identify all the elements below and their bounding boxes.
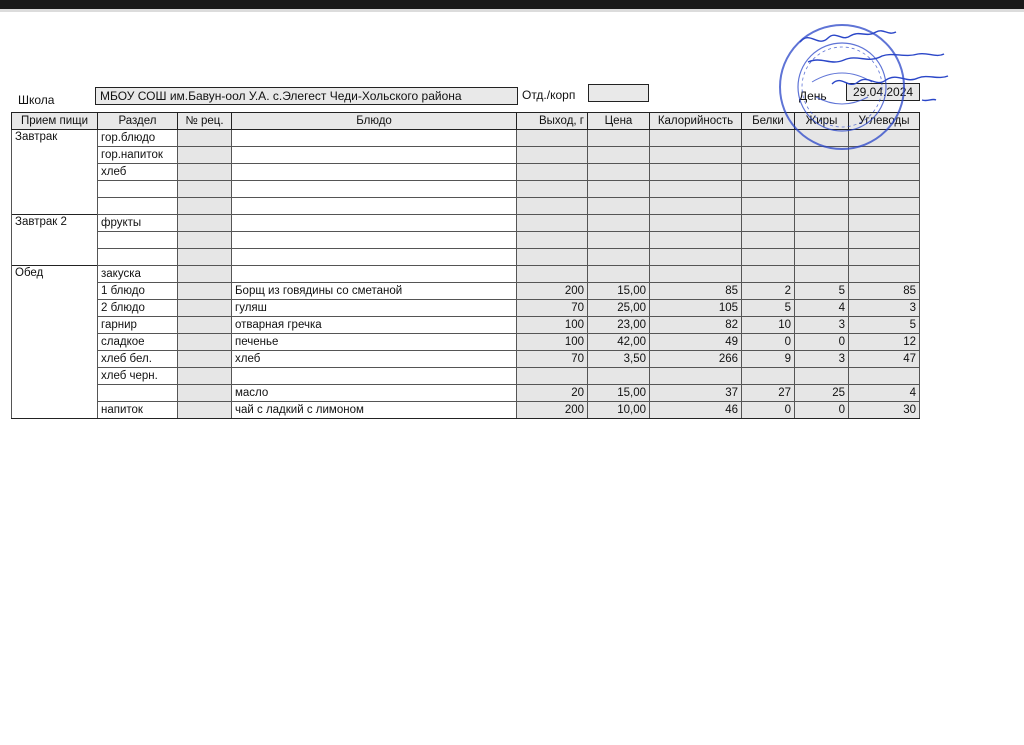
meal-cell (12, 368, 98, 385)
meal-cell (12, 317, 98, 334)
cell-fat (795, 181, 849, 198)
cell-fat (795, 215, 849, 232)
meal-cell (12, 232, 98, 249)
meal-cell (12, 283, 98, 300)
meal-name: Завтрак (12, 130, 98, 147)
cell-rec (178, 368, 232, 385)
cell-price: 10,00 (588, 402, 650, 419)
cell-fat (795, 198, 849, 215)
cell-fat: 0 (795, 334, 849, 351)
cell-prot (742, 198, 795, 215)
cell-rec (178, 351, 232, 368)
cell-section (98, 198, 178, 215)
cell-dish: хлеб (232, 351, 517, 368)
cell-section: закуска (98, 266, 178, 283)
cell-price: 25,00 (588, 300, 650, 317)
table-row (12, 300, 920, 317)
col-output: Выход, г (517, 113, 588, 130)
cell-out: 20 (517, 385, 588, 402)
cell-dish (232, 368, 517, 385)
meal-cell (12, 300, 98, 317)
cell-out (517, 249, 588, 266)
cell-kcal: 46 (650, 402, 742, 419)
cell-carb: 47 (849, 351, 920, 368)
cell-out (517, 164, 588, 181)
col-carbs: Углеводы (849, 113, 920, 130)
cell-rec (178, 402, 232, 419)
cell-prot: 0 (742, 334, 795, 351)
table-row (12, 283, 920, 300)
signature-handwriting (800, 31, 948, 101)
cell-fat: 3 (795, 317, 849, 334)
meal-cell (12, 198, 98, 215)
cell-prot: 9 (742, 351, 795, 368)
cell-kcal (650, 130, 742, 147)
cell-kcal (650, 266, 742, 283)
cell-out: 200 (517, 402, 588, 419)
cell-section: хлеб (98, 164, 178, 181)
col-section: Раздел (98, 113, 178, 130)
meal-cell (12, 181, 98, 198)
handwriting-dot (922, 99, 936, 100)
round-seal (780, 25, 904, 149)
cell-prot (742, 232, 795, 249)
cell-carb: 85 (849, 283, 920, 300)
cell-out: 100 (517, 317, 588, 334)
cell-prot (742, 249, 795, 266)
table-row (12, 266, 920, 283)
cell-price (588, 215, 650, 232)
meal-cell (12, 334, 98, 351)
cell-section (98, 249, 178, 266)
cell-price (588, 266, 650, 283)
cell-carb: 12 (849, 334, 920, 351)
meal-cell (12, 351, 98, 368)
cell-dish (232, 164, 517, 181)
cell-fat (795, 249, 849, 266)
cell-dish (232, 147, 517, 164)
cell-kcal (650, 215, 742, 232)
cell-dish (232, 232, 517, 249)
cell-kcal (650, 164, 742, 181)
cell-price: 3,50 (588, 351, 650, 368)
cell-rec (178, 334, 232, 351)
cell-section (98, 181, 178, 198)
table-row (12, 198, 920, 215)
table-row (12, 368, 920, 385)
cell-prot: 27 (742, 385, 795, 402)
cell-fat: 3 (795, 351, 849, 368)
cell-section (98, 232, 178, 249)
cell-price: 42,00 (588, 334, 650, 351)
cell-dish: отварная гречка (232, 317, 517, 334)
cell-dish (232, 198, 517, 215)
cell-out: 100 (517, 334, 588, 351)
cell-prot: 5 (742, 300, 795, 317)
meal-name: Обед (12, 266, 98, 283)
cell-rec (178, 147, 232, 164)
cell-dish (232, 215, 517, 232)
cell-fat: 4 (795, 300, 849, 317)
cell-prot (742, 368, 795, 385)
cell-section: сладкое (98, 334, 178, 351)
cell-price: 23,00 (588, 317, 650, 334)
cell-out (517, 147, 588, 164)
cell-carb: 5 (849, 317, 920, 334)
cell-price (588, 198, 650, 215)
dept-field[interactable] (588, 84, 649, 102)
meal-cell (12, 249, 98, 266)
cell-rec (178, 283, 232, 300)
cell-rec (178, 385, 232, 402)
cell-section: гор.блюдо (98, 130, 178, 147)
cell-dish (232, 266, 517, 283)
cell-out (517, 198, 588, 215)
table-row (12, 402, 920, 419)
cell-kcal (650, 198, 742, 215)
cell-price (588, 249, 650, 266)
cell-section: гор.напиток (98, 147, 178, 164)
cell-rec (178, 164, 232, 181)
cell-carb (849, 249, 920, 266)
cell-price (588, 181, 650, 198)
cell-carb (849, 368, 920, 385)
school-name-field[interactable]: МБОУ СОШ им.Бавун-оол У.А. с.Элегест Чеди-Хольского района (95, 87, 518, 105)
handwriting-line-2 (808, 54, 944, 62)
cell-prot (742, 266, 795, 283)
cell-kcal (650, 368, 742, 385)
cell-section: хлеб бел. (98, 351, 178, 368)
cell-price (588, 368, 650, 385)
col-meal: Прием пищи (12, 113, 98, 130)
day-label: День (799, 89, 827, 103)
cell-prot (742, 215, 795, 232)
cell-kcal: 37 (650, 385, 742, 402)
cell-kcal: 82 (650, 317, 742, 334)
cell-kcal: 85 (650, 283, 742, 300)
cell-out: 70 (517, 351, 588, 368)
cell-out (517, 181, 588, 198)
cell-carb (849, 266, 920, 283)
cell-rec (178, 317, 232, 334)
handwriting-line-3 (832, 76, 948, 84)
table-row (12, 215, 920, 232)
cell-section: 2 блюдо (98, 300, 178, 317)
cell-section: хлеб черн. (98, 368, 178, 385)
scan-top-edge (0, 0, 1024, 9)
table-row (12, 232, 920, 249)
cell-carb (849, 181, 920, 198)
cell-carb (849, 232, 920, 249)
cell-out (517, 266, 588, 283)
cell-kcal: 105 (650, 300, 742, 317)
cell-out: 200 (517, 283, 588, 300)
dept-label: Отд./корп (522, 88, 576, 102)
cell-rec (178, 300, 232, 317)
cell-kcal (650, 249, 742, 266)
cell-carb: 4 (849, 385, 920, 402)
approval-stamp (772, 12, 1012, 172)
cell-fat (795, 368, 849, 385)
cell-out (517, 215, 588, 232)
cell-section (98, 385, 178, 402)
date-field[interactable]: 29.04.2024 (846, 83, 920, 101)
col-protein: Белки (742, 113, 795, 130)
cell-rec (178, 249, 232, 266)
seal-inner-ring (798, 43, 886, 131)
cell-dish (232, 130, 517, 147)
col-price: Цена (588, 113, 650, 130)
cell-fat: 0 (795, 402, 849, 419)
meal-name: Завтрак 2 (12, 215, 98, 232)
cell-price (588, 232, 650, 249)
cell-dish (232, 249, 517, 266)
table-row (12, 385, 920, 402)
cell-rec (178, 130, 232, 147)
cell-rec (178, 232, 232, 249)
cell-rec (178, 181, 232, 198)
cell-carb: 3 (849, 300, 920, 317)
seal-emblem-lower (816, 97, 868, 104)
cell-section: фрукты (98, 215, 178, 232)
cell-fat (795, 266, 849, 283)
cell-dish: гуляш (232, 300, 517, 317)
cell-price (588, 147, 650, 164)
table-row (12, 249, 920, 266)
school-label: Школа (18, 93, 55, 107)
cell-section: напиток (98, 402, 178, 419)
table-row (12, 351, 920, 368)
cell-kcal: 49 (650, 334, 742, 351)
cell-carb: 30 (849, 402, 920, 419)
cell-kcal (650, 181, 742, 198)
cell-kcal (650, 232, 742, 249)
cell-carb (849, 198, 920, 215)
cell-out (517, 368, 588, 385)
cell-section: гарнир (98, 317, 178, 334)
cell-price: 15,00 (588, 283, 650, 300)
cell-out (517, 130, 588, 147)
cell-out: 70 (517, 300, 588, 317)
cell-prot: 10 (742, 317, 795, 334)
cell-rec (178, 198, 232, 215)
cell-dish: масло (232, 385, 517, 402)
cell-dish: печенье (232, 334, 517, 351)
col-recipe: № рец. (178, 113, 232, 130)
col-dish: Блюдо (232, 113, 517, 130)
cell-out (517, 232, 588, 249)
cell-fat: 25 (795, 385, 849, 402)
cell-prot: 2 (742, 283, 795, 300)
meal-cell (12, 147, 98, 164)
cell-fat: 5 (795, 283, 849, 300)
meal-cell (12, 385, 98, 402)
cell-price (588, 164, 650, 181)
cell-fat (795, 232, 849, 249)
cell-rec (178, 266, 232, 283)
cell-prot (742, 181, 795, 198)
cell-carb (849, 215, 920, 232)
meal-cell (12, 164, 98, 181)
table-row (12, 181, 920, 198)
cell-rec (178, 215, 232, 232)
cell-kcal (650, 147, 742, 164)
cell-price: 15,00 (588, 385, 650, 402)
cell-prot: 0 (742, 402, 795, 419)
cell-dish: Борщ из говядины со сметаной (232, 283, 517, 300)
col-calories: Калорийность (650, 113, 742, 130)
cell-price (588, 130, 650, 147)
cell-dish (232, 181, 517, 198)
meal-cell (12, 402, 98, 419)
col-fat: Жиры (795, 113, 849, 130)
table-row (12, 317, 920, 334)
cell-kcal: 266 (650, 351, 742, 368)
cell-section: 1 блюдо (98, 283, 178, 300)
cell-dish: чай с ладкий с лимоном (232, 402, 517, 419)
table-row (12, 334, 920, 351)
